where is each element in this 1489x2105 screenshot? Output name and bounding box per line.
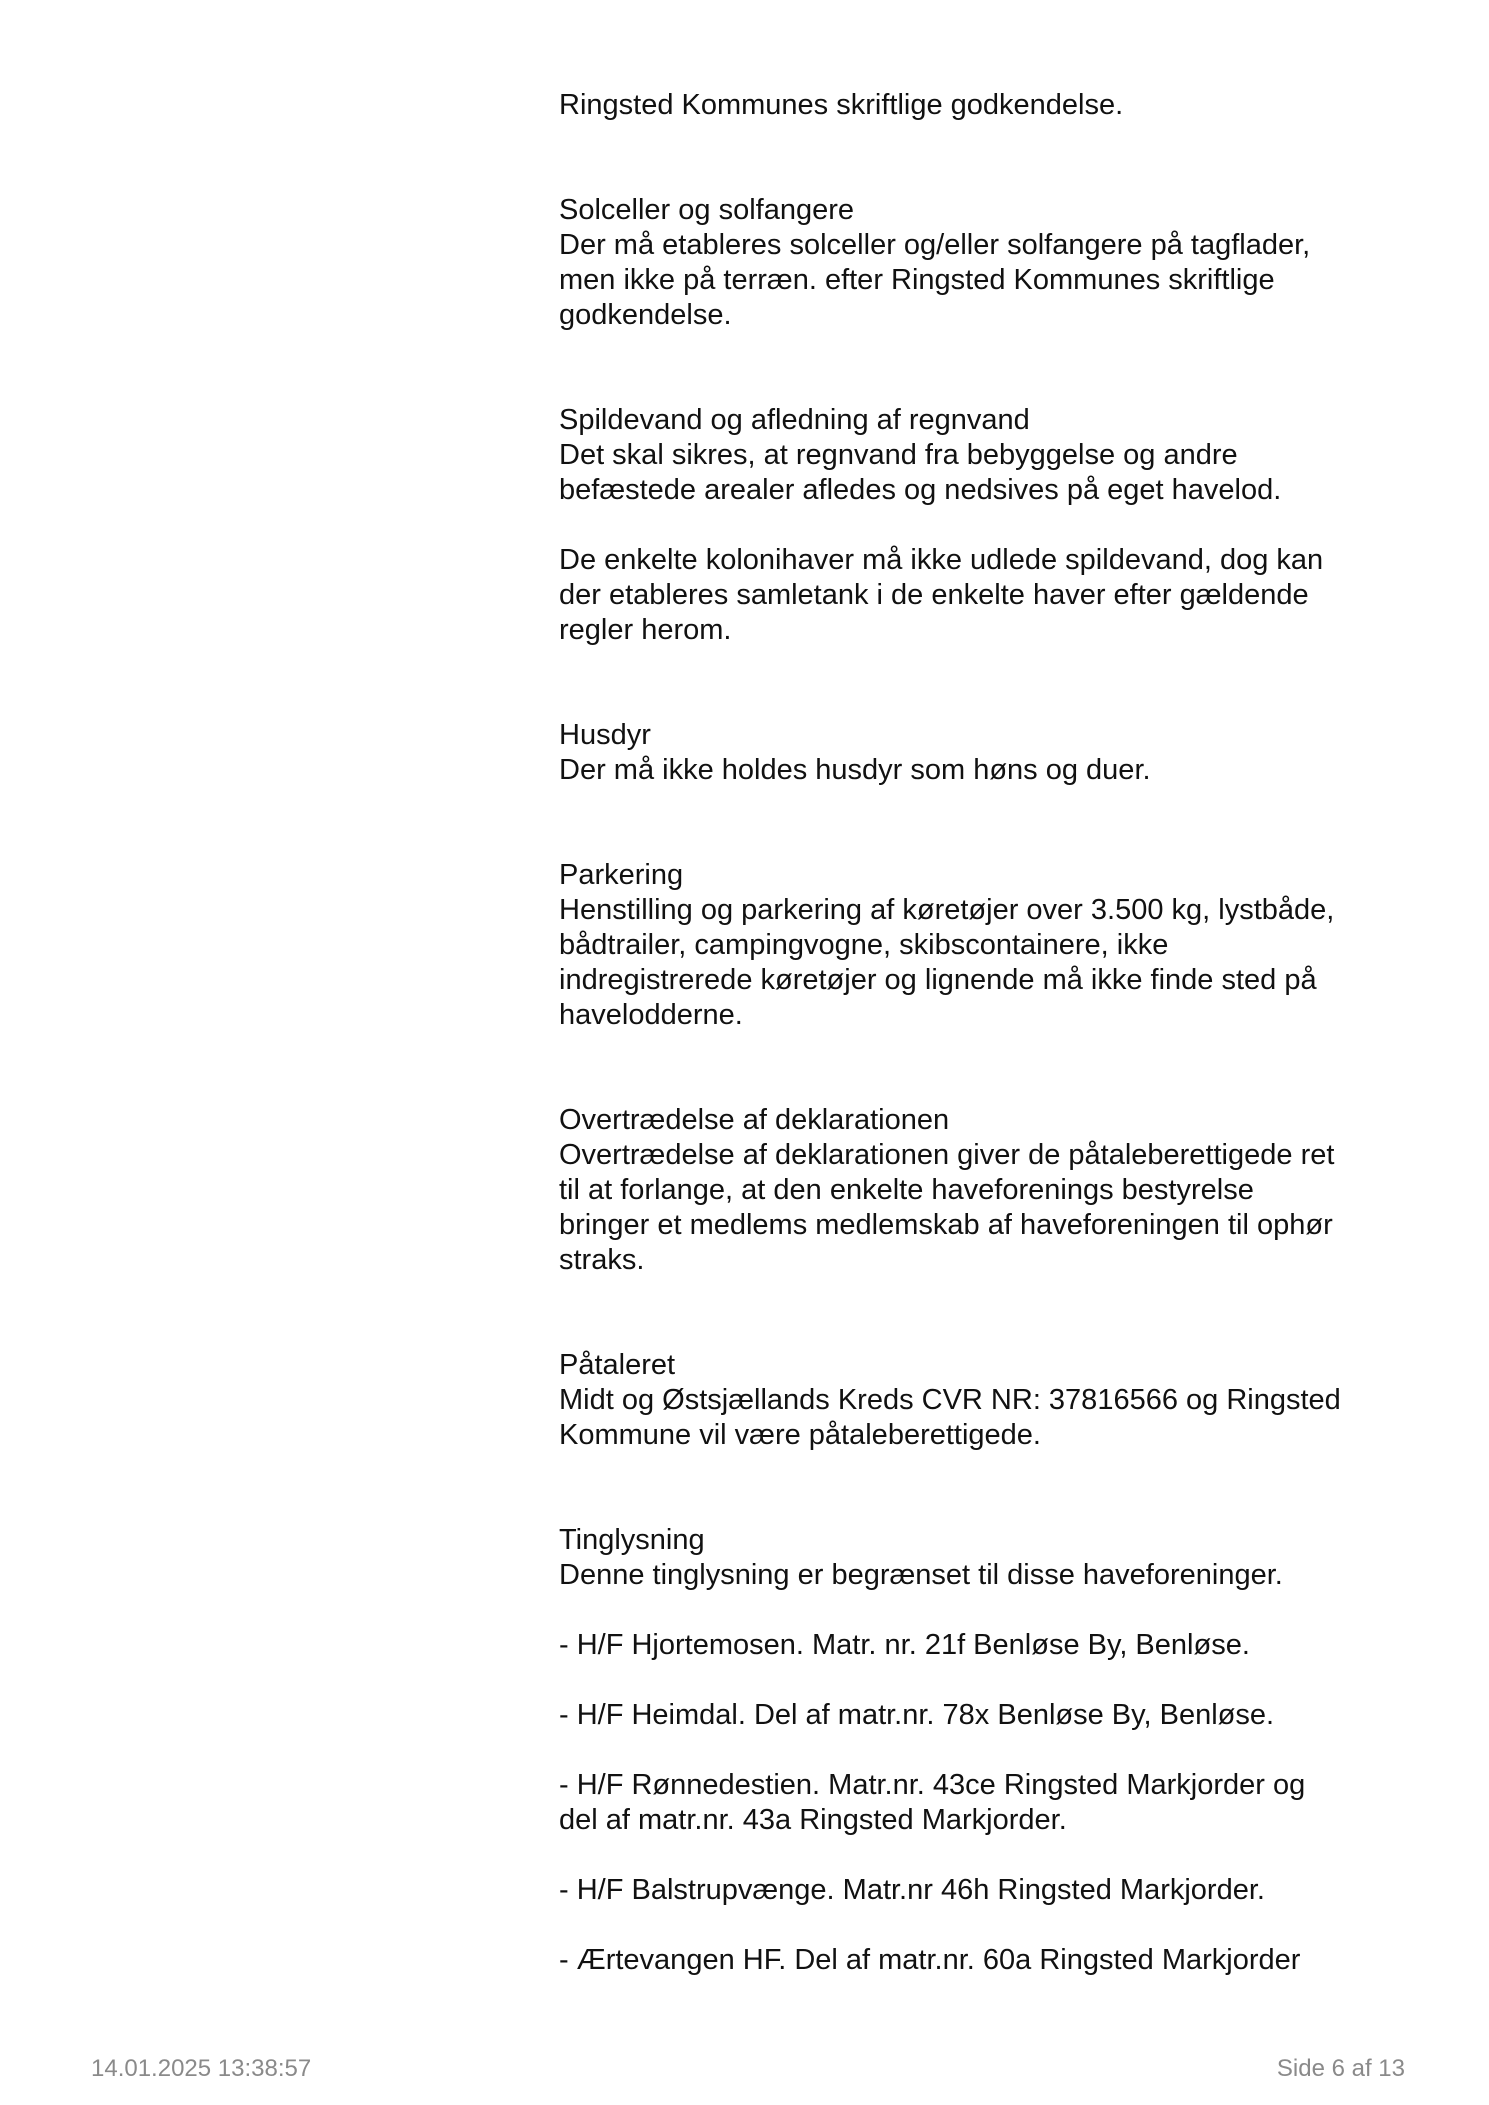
paragraph-line: straks. — [559, 1244, 645, 1276]
paragraph-line: Denne tinglysning er begrænset til disse haveforeninger. — [559, 1559, 1283, 1591]
list-item: del af matr.nr. 43a Ringsted Markjorder. — [559, 1804, 1067, 1836]
paragraph-line: Der må etableres solceller og/eller solfangere på tagflader, — [559, 229, 1311, 261]
document-body — [559, 88, 1379, 1978]
list-item: - H/F Rønnedestien. Matr.nr. 43ce Ringsted Markjorder og — [559, 1769, 1306, 1801]
list-item: - H/F Heimdal. Del af matr.nr. 78x Benløse By, Benløse. — [559, 1699, 1275, 1731]
intro-line: Ringsted Kommunes skriftlige godkendelse. — [559, 89, 1124, 121]
section-overtraedelse — [559, 1103, 1379, 1278]
list-item: - H/F Hjortemosen. Matr. nr. 21f Benløse By, Benløse. — [559, 1629, 1250, 1661]
section-parkering — [559, 858, 1379, 1033]
section-heading: Parkering — [559, 859, 684, 891]
footer-page-number: Side 6 af 13 — [1276, 2055, 1405, 2082]
list-item: - Ærtevangen HF. Del af matr.nr. 60a Ringsted Markjorder — [559, 1944, 1301, 1976]
section-solceller — [559, 193, 1379, 333]
section-heading: Spildevand og afledning af regnvand — [559, 404, 1030, 436]
section-heading: Overtrædelse af deklarationen — [559, 1104, 950, 1136]
paragraph-line: bringer et medlems medlemskab af haveforeningen til ophør — [559, 1209, 1333, 1241]
section-heading: Solceller og solfangere — [559, 194, 855, 226]
paragraph-line: Overtrædelse af deklarationen giver de påtaleberettigede ret — [559, 1139, 1335, 1171]
paragraph-line: befæstede arealer afledes og nedsives på eget havelod. — [559, 474, 1282, 506]
section-heading: Tinglysning — [559, 1524, 705, 1556]
paragraph-line: regler herom. — [559, 614, 732, 646]
paragraph-line: der etableres samletank i de enkelte haver efter gældende — [559, 579, 1309, 611]
paragraph-line: men ikke på terræn. efter Ringsted Kommunes skriftlige — [559, 264, 1275, 296]
paragraph-line: havelodderne. — [559, 999, 743, 1031]
section-heading: Husdyr — [559, 719, 651, 751]
paragraph-line: til at forlange, at den enkelte haveforenings bestyrelse — [559, 1174, 1254, 1206]
paragraph-line: indregistrerede køretøjer og lignende må ikke finde sted på — [559, 964, 1317, 996]
paragraph-line: Der må ikke holdes husdyr som høns og duer. — [559, 754, 1151, 786]
footer-timestamp: 14.01.2025 13:38:57 — [91, 2055, 312, 2082]
section-husdyr — [559, 718, 1379, 788]
paragraph-line: Henstilling og parkering af køretøjer over 3.500 kg, lystbåde, — [559, 894, 1335, 926]
paragraph-line: bådtrailer, campingvogne, skibscontainere, ikke — [559, 929, 1169, 961]
section-tinglysning — [559, 1523, 1379, 1978]
list-item: - H/F Balstrupvænge. Matr.nr 46h Ringsted Markjorder. — [559, 1874, 1265, 1906]
section-paataleret — [559, 1348, 1379, 1453]
paragraph-line: godkendelse. — [559, 299, 732, 331]
section-heading: Påtaleret — [559, 1349, 676, 1381]
paragraph-line: Midt og Østsjællands Kreds CVR NR: 37816566 og Ringsted — [559, 1384, 1341, 1416]
section-spildevand — [559, 403, 1379, 648]
paragraph-line: Kommune vil være påtaleberettigede. — [559, 1419, 1041, 1451]
paragraph-line: De enkelte kolonihaver må ikke udlede spildevand, dog kan — [559, 544, 1324, 576]
paragraph-line: Det skal sikres, at regnvand fra bebyggelse og andre — [559, 439, 1238, 471]
